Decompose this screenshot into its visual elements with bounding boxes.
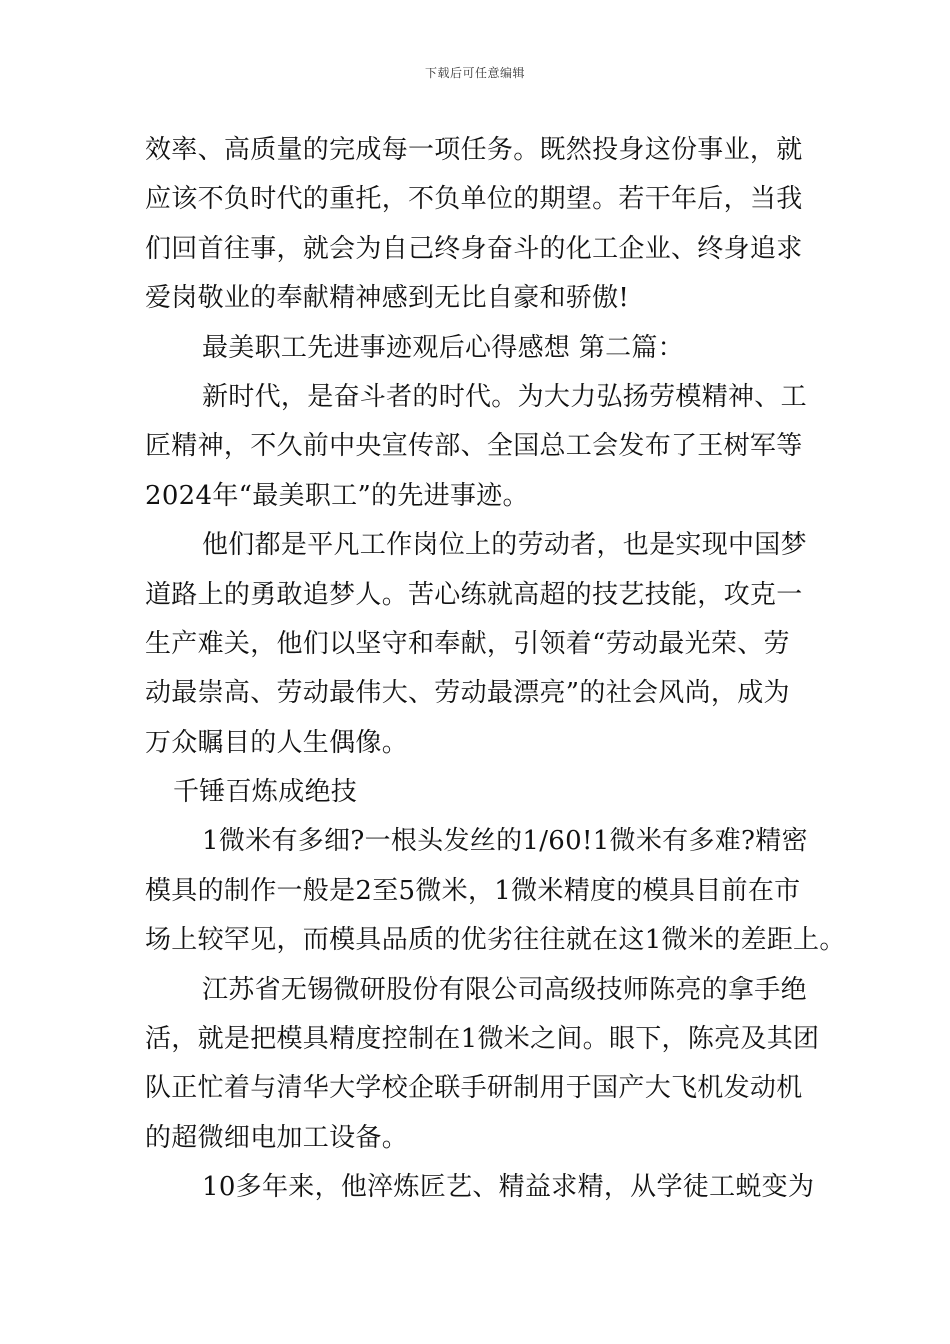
text-line: 活，就是把模具精度控制在1微米之间。眼下，陈亮及其团 [145, 1024, 820, 1055]
text-line: 2024年“最美职工”的先进事迹。 [145, 480, 529, 511]
text-line: 场上较罕见，而模具品质的优劣往往就在这1微米的差距上。 [145, 925, 846, 956]
text-line: 队正忙着与清华大学校企联手研制用于国产大飞机发动机 [145, 1073, 803, 1104]
text-line: 模具的制作一般是2至5微米，1微米精度的模具目前在市 [145, 875, 801, 906]
text-line: 的超微细电加工设备。 [145, 1122, 409, 1153]
text-line: 万众瞩目的人生偶像。 [145, 727, 409, 758]
text-line: 匠精神，不久前中央宣传部、全国总工会发布了王树军等 [145, 431, 803, 462]
text-line: 效率、高质量的完成每一项任务。既然投身这份事业，就 [145, 135, 803, 165]
text-line: 千锤百炼成绝技 [173, 777, 358, 808]
text-line: 生产难关，他们以坚守和奉献，引领着“劳动最光荣、劳 [145, 628, 790, 659]
body-text [145, 126, 846, 1213]
text-line: 江苏省无锡微研股份有限公司高级技师陈亮的拿手绝 [202, 974, 807, 1005]
text-line: 动最崇高、劳动最伟大、劳动最漂亮”的社会风尚，成为 [145, 678, 790, 709]
text-line: 爱岗敬业的奉献精神感到无比自豪和骄傲! [145, 283, 630, 314]
text-line: 新时代，是奋斗者的时代。为大力弘扬劳模精神、工 [202, 381, 807, 412]
text-line: 最美职工先进事迹观后心得感想 第二篇： [202, 332, 684, 363]
text-line: 他们都是平凡工作岗位上的劳动者，也是实现中国梦 [202, 530, 807, 561]
text-line: 应该不负时代的重托，不负单位的期望。若干年后，当我 [145, 184, 803, 215]
text-line: 道路上的勇敢追梦人。苦心练就高超的技艺技能，攻克一 [145, 579, 803, 610]
text-line: 10多年来，他淬炼匠艺、精益求精，从学徒工蜕变为 [202, 1172, 815, 1203]
page-header: 下载后可任意编辑 [424, 66, 525, 80]
text-line: 们回首往事，就会为自己终身奋斗的化工企业、终身追求 [145, 233, 803, 264]
text-line: 1微米有多细?一根头发丝的1/60!1微米有多难?精密 [202, 826, 808, 857]
